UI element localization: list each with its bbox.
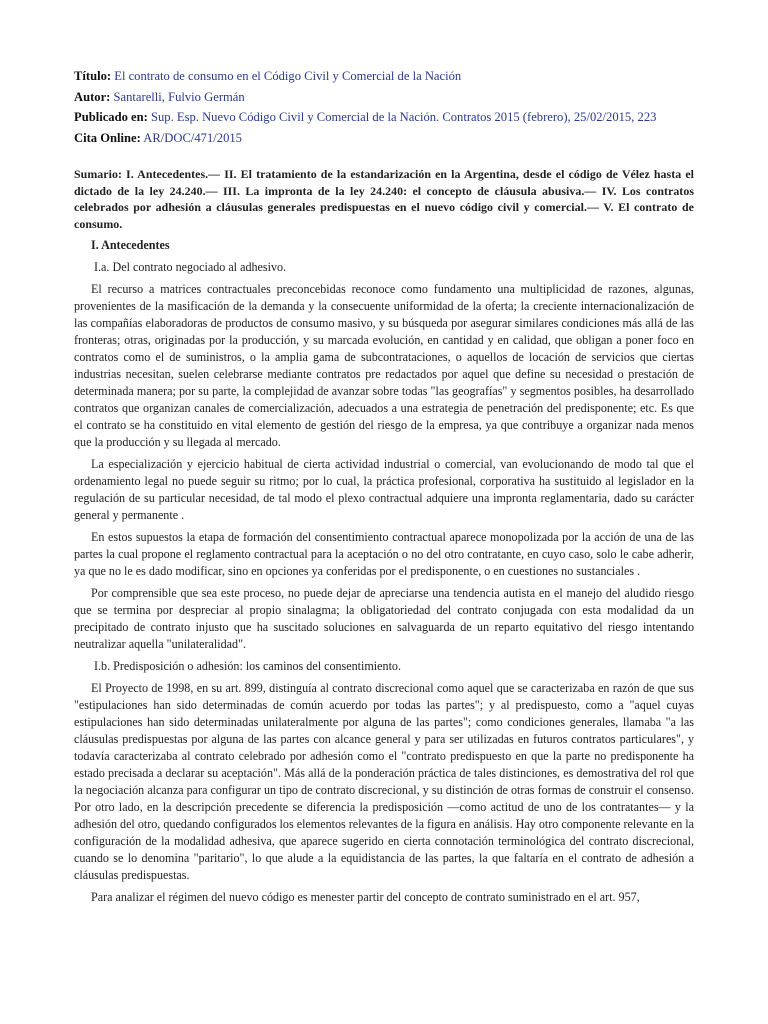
published-line (74, 107, 694, 128)
body-paragraph: Para analizar el régimen del nuevo código es menester partir del concepto de contrato suministrado en el art. 957, (91, 890, 640, 905)
body-paragraph: La especialización y ejercicio habitual de cierta actividad industrial o comercial, van evolucionando de modo tal que el ordenamiento legal no puede seguir su ritmo; por lo cual, la práctica profesional, corporativa ha sustituido al legislador en la regulación de su particular necesidad, de tal modo el plexo contractual adquiere una impronta reglamentaria, dado su carácter general y permanente . (74, 457, 694, 523)
subsection-heading: I.a. Del contrato negociado al adhesivo. (94, 260, 287, 275)
title-line (74, 66, 694, 87)
body-paragraph: Por comprensible que sea este proceso, no puede dejar de apreciarse una tendencia autista en el manejo del aludido riesgo que se termina por despreciar al propio sinalagma; la obligatoriedad del contrato conjugada con esta modalidad da un precipitado de contrato injusto que ha suscitado soluciones en salvaguarda de un reparto equitativo del riesgo intentando neutralizar aquella "unilateralidad". (74, 586, 694, 652)
published-label: Publicado en: (74, 110, 148, 124)
citation-line (74, 128, 694, 149)
author-line (74, 87, 694, 108)
document-page (74, 66, 694, 906)
section-heading: I. Antecedentes (91, 238, 170, 253)
citation-label: Cita Online: (74, 130, 141, 145)
author-value: Santarelli, Fulvio Germán (113, 89, 245, 104)
title-label: Título: (74, 69, 112, 83)
published-value: Sup. Esp. Nuevo Código Civil y Comercial de la Nación. Contratos 2015 (febrero), 25/02/2015, 223 (150, 110, 657, 124)
title-value: El contrato de consumo en el Código Civil y Comercial de la Nación (114, 69, 462, 83)
citation-value: AR/DOC/471/2015 (143, 130, 242, 145)
body-paragraph: El recurso a matrices contractuales preconcebidas reconoce como fundamento una multiplicidad de razones, algunas, provenientes de la masificación de la demanda y la consecuente uniformidad de la oferta; la creciente internacionalización de las compañías elaboradoras de productos de consumo masivo, y su búsqueda por asegurar similares condiciones más allá de las fronteras; otras, originadas por la producción, y su marcada evolución, en cantidad y en calidad, que obligan a poner foco en contratos como el de suministros, o la amplia gama de subcontrataciones, o aquellos de locación de servicios que ciertas industrias necesitan, suelen celebrarse mediante contratos pre redactados por aquel que define su necesidad o prestación de determinada manera; por su parte, la complejidad de avanzar sobre todas "las geografías" y segmentos posibles, ha desarrollado contratos que organizan canales de comercialización, adecuados a una estrategia de penetración del predisponente; etc. Es que el contrato se ha constituido en vital elemento de gestión del riesgo de la empresa, ya que contribuye a organizar nada menos que la producción y su llegada al mercado. (74, 282, 694, 450)
body-paragraph: En estos supuestos la etapa de formación del consentimiento contractual aparece monopolizada por la acción de una de las partes la cual propone el reglamento contractual para la aceptación o no del otro contratante, en cuyo caso, solo le cabe adherir, ya que no le es dado modificar, sino en opciones ya conferidas por el predisponente, o en cuestiones no sustanciales . (74, 530, 694, 579)
summary-paragraph: Sumario: I. Antecedentes.— II. El tratamiento de la estandarización en la Argentina, desde el código de Vélez hasta el dictado de la ley 24.240.— III. La impronta de la ley 24.240: el concepto de cláusula abusiva.— IV. Los contratos celebrados por adhesión a cláusulas generales predispuestas en el nuevo código civil y comercial.— V. El contrato de consumo. (74, 167, 694, 231)
author-label: Autor: (74, 89, 111, 104)
subsection-heading: I.b. Predisposición o adhesión: los caminos del consentimiento. (94, 659, 402, 674)
body-paragraph: El Proyecto de 1998, en su art. 899, distinguía al contrato discrecional como aquel que se caracterizaba en razón de que sus "estipulaciones han sido determinadas de común acuerdo por todas las partes"; y al predispuesto, como a "aquel cuyas estipulaciones han sido determinadas unilateralmente por alguna de las partes"; como condiciones generales, llamaba "a las cláusulas predispuestas por alguna de las partes con alcance general y para ser utilizadas en futuros contratos particulares", y todavía caracterizaba al contrato celebrado por adhesión como el "contrato predispuesto en que la parte no predisponente ha estado precisada a declarar su aceptación". Más allá de la ponderación práctica de tales distinciones, es demostrativa del rol que la negociación alcanza para configurar un tipo de contrato discrecional, y su distinción de otras formas de construir el consenso. Por otro lado, en la descripción precedente se diferencia la predisposición —como actitud de uno de los contratantes— y la adhesión del otro, quedando configurados los elementos relevantes de la figura en análisis. Hay otro componente relevante en la configuración de la modalidad adhesiva, que aparece sugerido en cierta connotación terminológica del contrato discrecional, cuando se lo denomina "paritario", lo que alude a la equidistancia de las partes, la que faltaría en el contrato de adhesión a cláusulas predispuestas. (74, 681, 694, 883)
